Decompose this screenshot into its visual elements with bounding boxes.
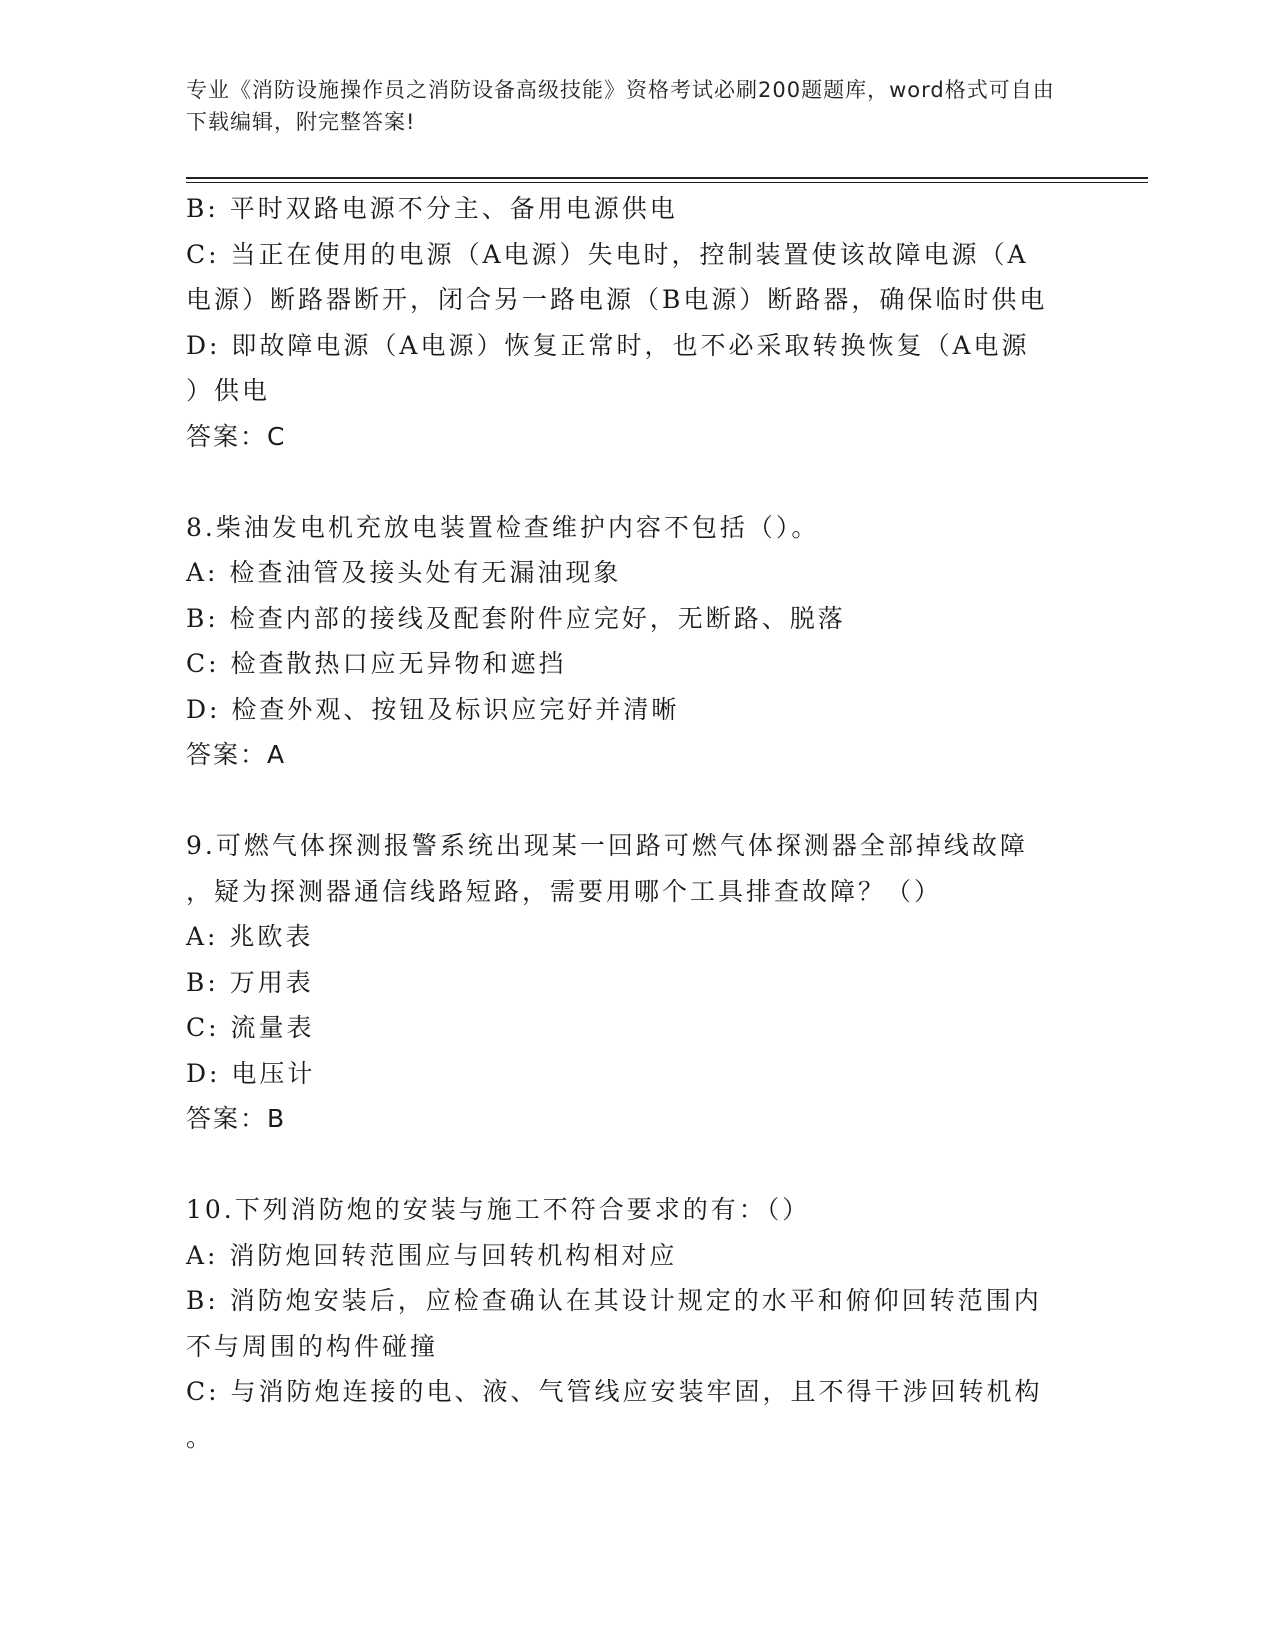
option-c-continued: 。	[186, 1422, 215, 1452]
option-b-continued: 不与周围的构件碰撞	[186, 1331, 439, 1361]
answer-label: 答案：C	[186, 421, 287, 451]
header-rule-thin	[186, 182, 1148, 183]
option-b: B: 万用表	[186, 967, 314, 997]
answer-label: 答案：A	[186, 740, 287, 769]
spacer	[186, 1142, 1076, 1188]
option-c: C: 与消防炮连接的电、液、气管线应安装牢固，且不得干涉回转机构	[186, 1377, 1043, 1406]
option-c: C: 当正在使用的电源（A电源）失电时，控制装置使该故障电源（A	[186, 239, 1029, 269]
spacer	[186, 459, 1076, 505]
previous-question-block	[186, 186, 1076, 459]
option-b: B: 消防炮安装后，应检查确认在其设计规定的水平和俯仰回转范围内	[186, 1286, 1042, 1315]
option-c-continued: 电源）断路器断开，闭合另一路电源（B电源）断路器，确保临时供电	[186, 285, 1048, 314]
option-a: A: 检查油管及接头处有无漏油现象	[186, 558, 622, 587]
option-b: B: 检查内部的接线及配套附件应完好，无断路、脱落	[186, 603, 846, 633]
question-stem: 10.下列消防炮的安装与施工不符合要求的有：（）	[186, 1195, 811, 1224]
answer-label: 答案：B	[186, 1104, 287, 1133]
option-c: C: 检查散热口应无异物和遮挡	[186, 649, 567, 678]
option-d: D: 即故障电源（A电源）恢复正常时，也不必采取转换恢复（A电源	[186, 330, 1030, 360]
option-d-continued: ）供电	[186, 376, 271, 405]
question-stem: 8.柴油发电机充放电装置检查维护内容不包括（）。	[186, 512, 820, 542]
option-c: C: 流量表	[186, 1013, 315, 1042]
option-a: A: 兆欧表	[186, 922, 314, 951]
spacer	[186, 778, 1076, 824]
option-d: D: 电压计	[186, 1058, 316, 1088]
question-9-block	[186, 823, 1076, 1142]
question-stem-continued: ，疑为探测器通信线路短路，需要用哪个工具排查故障？（）	[186, 876, 943, 906]
header-text: 专业《消防设施操作员之消防设备高级技能》资格考试必刷200题题库，word格式可自由下载编辑，附完整答案!	[186, 78, 1055, 134]
option-b: B: 平时双路电源不分主、备用电源供电	[186, 194, 678, 223]
document-body	[186, 186, 1076, 1460]
question-8-block	[186, 505, 1076, 778]
page-header	[186, 74, 1066, 138]
option-a: A: 消防炮回转范围应与回转机构相对应	[186, 1240, 678, 1270]
question-10-block	[186, 1187, 1076, 1460]
header-rule-thick	[186, 177, 1148, 179]
option-d: D: 检查外观、按钮及标识应完好并清晰	[186, 694, 680, 724]
question-stem: 9.可燃气体探测报警系统出现某一回路可燃气体探测器全部掉线故障	[186, 831, 1028, 860]
